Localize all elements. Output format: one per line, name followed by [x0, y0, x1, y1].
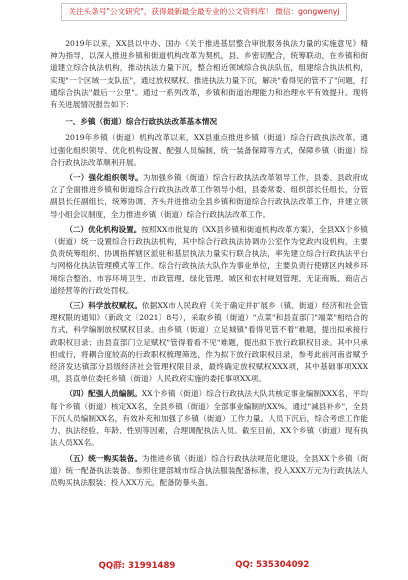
item5-paragraph: [50, 453, 368, 490]
section1-intro-paragraph: 2019年乡镇（街道）机构改革以来，XX县重点推进乡镇（街道）综合行政执法改革。通过强化组织领导、优化机构设置、配强人员编制、统一装备保障等方式，保障乡镇（街道）综合行政执法改革顺利开展。: [50, 133, 368, 167]
top-banner: [0, 0, 408, 24]
footer: [0, 556, 408, 574]
item2-text: 按照XX市批复的《XX县乡镇和街道机构改革方案》，全县XX个乡镇（街道）统一设置综合行政执法机构，其中综合行政执法协调办公室作为党政内设机构，主要负责统筹组织、协调指挥辖区派驻和基层执法力量实行联合执法，率先建立综合行政执法平台与网格化执法管理模式等工作。综合行政执法大队作为事业单位，主要负责行使辖区内城乡环境综合整治、市容环境卫生、市政管理、绿化管理、城区和农村规划管理、无证商贩、商店占道经营等的行政处罚权。: [50, 224, 369, 295]
item4-lead: （四）配强人员编制。: [65, 389, 142, 399]
item3-text: 依据XX市人民政府《关于确定并扩展乡（镇、街道）经济和社会管理权限的通知》（新政文〔2021〕8号），采取乡镇（街道）"点菜"和县直部门"端菜"相结合的方式，科学编制放权赋权目录。由乡镇（街道）立足城镇"看得见管不着"难题，提出拟承接行政职权目录；由县直部门立足赋权"管得着看不见"难题，提出拟下放行政职权目录。其中只承担或行，将耦合度较高的行政职权梳理筛选，作为拟下放行政职权目录，参考此前河南省赋予经济发达镇部分县级经济社会管理权限目录，最终确定放权赋权XXX项，其中基础事项XXX项，县直单位委托乡镇（街道）人民政府实施的委托事项XX项。: [50, 301, 368, 384]
item1-lead: （一）强化组织领导。: [65, 173, 143, 183]
item3-lead: （三）科学放权赋权。: [65, 301, 143, 311]
item2-lead: （二）优化机构设置。: [65, 224, 142, 234]
item1-paragraph: [50, 172, 368, 221]
footer-qq-group: QQ群: 31991489: [98, 561, 176, 571]
item5-text: 为推进乡镇（街道）综合行政执法规范化建设，全县XX个乡镇（街道）统一配备执法装备。参照住建部城市综合执法服装配备标准，投入XXX万元为行政执法人员购买执法服装；投入XX万元，配备防暴头盔、: [50, 453, 368, 487]
item4-paragraph: [50, 388, 368, 449]
item3-paragraph: [50, 300, 368, 385]
section1-heading: 一、乡镇（街道）综合行政执法改革基本情况: [65, 117, 218, 127]
top-banner-text: 关注头条号"公文研究"，获得最新最全最专业的公文资料库！ 微信：gongwenyj: [61, 3, 346, 21]
item4-text: XX个乡镇（街道）综合行政执法大队共核定事业编制XXX名，平均每个乡镇（街道）核定XX名，全县乡镇（街道）全部事业编制的XX%。通过"减县补乡"，全县下沉人员编制XX名，有效补充和加强了乡镇（街道）工作力量。人员下沉后，综合考虑工作能力、执法经验、年龄、性别等因素，合理调配执法人员。截至目前，XX个乡镇（街道）现有执法人员XX名。: [50, 389, 369, 448]
item5-lead: （五）统一购买装备。: [65, 453, 143, 463]
document-body: [50, 38, 368, 492]
intro-paragraph: 2019年以来，XX县以中办、国办《关于推进基层整合审批服务执法力量的实施意见》精神为指导，以深入推进乡镇和街道机构改革为契机，县、乡密切配合，统筹联动，在乡镇和街道建立综合执法机构，推动执法力量下沉，整合相近领域综合执法队伍，组建综合执法机构，实现"一个区域一支队伍"，通过放权赋权、推进执法力量下沉，解决"看得见的管不了"问题，打通综合执法"最后一公里"。通过一系列改革，乡镇和街道治理能力和治理水平有效提升。现将有关进展情况报告如下：: [50, 39, 368, 110]
item1-text: 为加强乡镇（街道）综合行政执法改革领导工作，县委、县政府成立了全面推进乡镇和街道综合行政执法改革工作领导小组，县委常委、组织部长任组长，分管副县长任副组长，统筹协调、齐头并进推动全县乡镇和街道综合行政执法改革工作，并建立领导小组会议制度，全力推进乡镇（街道）综合行政执法改革工作。: [50, 173, 369, 219]
item2-paragraph: [50, 224, 368, 297]
footer-qq: QQ: 535304092: [235, 560, 310, 570]
